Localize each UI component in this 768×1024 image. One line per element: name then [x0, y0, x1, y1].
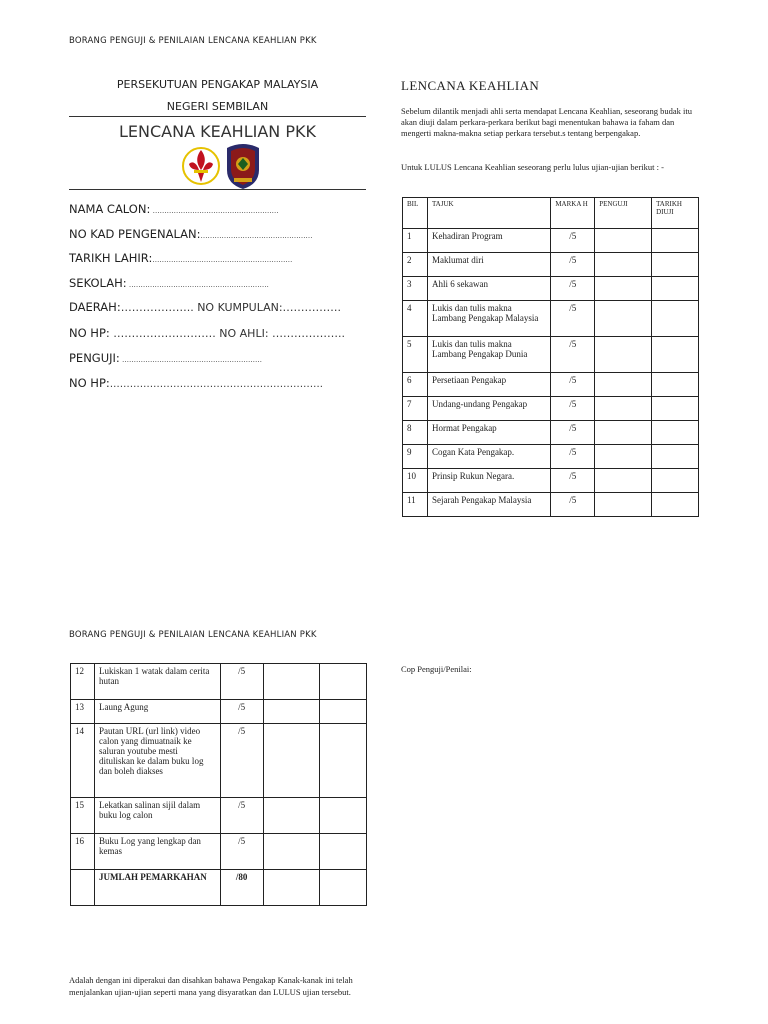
row-title: Persetiaan Pengakap — [427, 373, 550, 397]
tarikh-cell[interactable] — [652, 373, 699, 397]
table-row — [403, 397, 699, 421]
row-no: 10 — [403, 469, 428, 493]
penguji-cell[interactable] — [595, 301, 652, 337]
row-mark: /5 — [551, 277, 595, 301]
row-title: Lukiskan 1 watak dalam cerita hutan — [94, 664, 220, 700]
tarikh-cell[interactable] — [652, 421, 699, 445]
total-penguji-cell[interactable] — [263, 870, 320, 906]
penguji-cell[interactable] — [595, 373, 652, 397]
row-no: 8 — [403, 421, 428, 445]
field-label: SEKOLAH: — [69, 276, 127, 290]
row-title: Ahli 6 sekawan — [427, 277, 550, 301]
field-label: TARIKH LAHIR: — [69, 251, 153, 265]
tarikh-cell[interactable] — [320, 700, 367, 724]
row-no: 11 — [403, 493, 428, 517]
table-row — [403, 469, 699, 493]
row-mark: /5 — [220, 724, 263, 798]
penguji-cell[interactable] — [595, 445, 652, 469]
row-no: 5 — [403, 337, 428, 373]
field-dots: ………………………. NO AHLI: ……………….. — [109, 327, 346, 340]
tarikh-cell[interactable] — [652, 229, 699, 253]
tarikh-cell[interactable] — [652, 253, 699, 277]
row-no: 9 — [403, 445, 428, 469]
row-no: 1 — [403, 229, 428, 253]
row-no: 16 — [71, 834, 95, 870]
row-title: Lukis dan tulis makna Lambang Pengakap Dunia — [427, 337, 550, 373]
col-penguji: PENGUJI — [595, 198, 652, 229]
row-title: Hormat Pengakap — [427, 421, 550, 445]
row-no: 14 — [71, 724, 95, 798]
col-bil: BIL — [403, 198, 428, 229]
row-title: Sejarah Pengakap Malaysia — [427, 493, 550, 517]
pass-note: Untuk LULUS Lencana Keahlian seseorang perlu lulus ujian-ujian berikut : - — [401, 162, 664, 172]
row-no: 4 — [403, 301, 428, 337]
penguji-cell[interactable] — [595, 253, 652, 277]
total-label: JUMLAH PEMARKAHAN — [94, 870, 220, 906]
field-nama-calon[interactable] — [69, 202, 279, 216]
row-title: Pautan URL (url link) video calon yang dimuatnaik ke saluran youtube mesti dituliskan ke dalam buku log dan boleh diakses — [94, 724, 220, 798]
row-mark: /5 — [551, 421, 595, 445]
table-row — [71, 700, 367, 724]
total-tarikh-cell[interactable] — [320, 870, 367, 906]
penguji-cell[interactable] — [595, 277, 652, 301]
row-title: Lukis dan tulis makna Lambang Pengakap Malaysia — [427, 301, 550, 337]
page-header: BORANG PENGUJI & PENILAIAN LENCANA KEAHLIAN PKK — [69, 36, 317, 46]
field-label: DAERAH: — [69, 300, 121, 314]
tarikh-cell[interactable] — [652, 337, 699, 373]
row-mark: /5 — [551, 469, 595, 493]
tarikh-cell[interactable] — [652, 397, 699, 421]
row-no: 15 — [71, 798, 95, 834]
certification-statement: Adalah dengan ini diperakui dan disahkan bahawa Pengakap Kanak-kanak ini telah menjalankan ujian-ujian seperti mana yang disyaratkan dan LULUS ujian tersebut. — [69, 975, 353, 997]
field-sekolah[interactable] — [69, 276, 269, 290]
field-label: PENGUJI: — [69, 351, 120, 365]
field-dots: …………………………………………………… — [119, 356, 263, 364]
row-mark: /5 — [220, 798, 263, 834]
tarikh-cell[interactable] — [320, 798, 367, 834]
field-no-hp-no-ahli[interactable] — [69, 326, 345, 340]
row-mark: /5 — [220, 700, 263, 724]
penguji-cell[interactable] — [595, 397, 652, 421]
table-row — [403, 373, 699, 397]
row-no: 13 — [71, 700, 95, 724]
field-daerah-kumpulan[interactable] — [69, 300, 341, 314]
org-line-2: NEGERI SEMBILAN — [166, 100, 269, 113]
field-label: NAMA CALON: — [69, 202, 151, 216]
test-table-2 — [70, 663, 367, 906]
total-mark: /80 — [220, 870, 263, 906]
field-label: NO HP: — [69, 376, 110, 390]
row-mark: /5 — [220, 834, 263, 870]
col-tajuk: TAJUK — [427, 198, 550, 229]
field-penguji[interactable] — [69, 351, 262, 365]
penguji-cell[interactable] — [595, 493, 652, 517]
tarikh-cell[interactable] — [652, 445, 699, 469]
table-row — [403, 301, 699, 337]
row-mark: /5 — [551, 337, 595, 373]
row-mark: /5 — [551, 373, 595, 397]
table-row — [403, 253, 699, 277]
row-mark: /5 — [220, 664, 263, 700]
tarikh-cell[interactable] — [652, 493, 699, 517]
table-header-row — [403, 198, 699, 229]
row-no: 3 — [403, 277, 428, 301]
penguji-cell[interactable] — [263, 724, 320, 798]
field-no-kad-pengenalan[interactable] — [69, 227, 313, 241]
row-title: Cogan Kata Pengakap. — [427, 445, 550, 469]
row-no: 7 — [403, 397, 428, 421]
table-row — [71, 664, 367, 700]
row-mark: /5 — [551, 493, 595, 517]
field-no-hp-penguji[interactable] — [69, 376, 323, 390]
divider — [69, 189, 366, 190]
page-header-2: BORANG PENGUJI & PENILAIAN LENCANA KEAHLIAN PKK — [69, 630, 317, 640]
row-mark: /5 — [551, 445, 595, 469]
row-no: 6 — [403, 373, 428, 397]
table-row — [71, 798, 367, 834]
penguji-cell[interactable] — [263, 700, 320, 724]
badge-title: LENCANA KEAHLIAN PKK — [119, 122, 316, 141]
cop-penguji-label: Cop Penguji/Penilai: — [401, 664, 472, 674]
row-title: Laung Agung — [94, 700, 220, 724]
table-row — [71, 724, 367, 798]
tarikh-cell[interactable] — [652, 469, 699, 493]
row-mark: /5 — [551, 229, 595, 253]
table-row — [403, 229, 699, 253]
row-no: 12 — [71, 664, 95, 700]
state-crest-logo — [224, 142, 262, 195]
row-mark: /5 — [551, 253, 595, 277]
col-tarikh: TARIKH DIUJI — [652, 198, 699, 229]
divider — [69, 116, 366, 117]
scout-fleur-de-lis-logo — [181, 144, 221, 193]
section-title: LENCANA KEAHLIAN — [401, 78, 540, 93]
table-row — [403, 445, 699, 469]
field-dots: ……………………………………………… — [150, 207, 279, 215]
tarikh-cell[interactable] — [320, 664, 367, 700]
table-row — [403, 421, 699, 445]
row-title: Lekatkan salinan sijil dalam buku log calon — [94, 798, 220, 834]
row-title: Undang-undang Pengakap — [427, 397, 550, 421]
row-title: Kehadiran Program — [427, 229, 550, 253]
field-dots: …………………………………………………… — [152, 256, 293, 264]
row-title: Prinsip Rukun Negara. — [427, 469, 550, 493]
table-row — [71, 834, 367, 870]
table-row — [403, 493, 699, 517]
penguji-cell[interactable] — [263, 834, 320, 870]
penguji-cell[interactable] — [595, 337, 652, 373]
field-label: NO HP: — [69, 326, 110, 340]
total-no — [71, 870, 95, 906]
col-markah: MARKA H — [551, 198, 595, 229]
intro-paragraph: Sebelum dilantik menjadi ahli serta mendapat Lencana Keahlian, seseorang budak itu akan diuji dalam perkara-perkara berikut bagi menentukan bahawa ia faham dan mengerti makna-makna setiap perkara tersebut.s tentang berpengakap. — [401, 106, 693, 138]
field-dots: …………………………………………………… — [126, 281, 269, 289]
penguji-cell[interactable] — [263, 664, 320, 700]
tarikh-cell[interactable] — [320, 834, 367, 870]
penguji-cell[interactable] — [263, 798, 320, 834]
penguji-cell[interactable] — [595, 421, 652, 445]
field-dots: ………………………………………… — [200, 232, 313, 240]
tarikh-cell[interactable] — [652, 301, 699, 337]
org-line-1: PERSEKUTUAN PENGAKAP MALAYSIA — [116, 78, 319, 91]
total-row — [71, 870, 367, 906]
field-tarikh-lahir[interactable] — [69, 251, 292, 265]
penguji-cell[interactable] — [595, 469, 652, 493]
row-no: 2 — [403, 253, 428, 277]
field-dots: ……………….. NO KUMPULAN:……………. — [120, 301, 342, 314]
penguji-cell[interactable] — [595, 229, 652, 253]
tarikh-cell[interactable] — [320, 724, 367, 798]
row-title: Maklumat diri — [427, 253, 550, 277]
tarikh-cell[interactable] — [652, 277, 699, 301]
field-label: NO KAD PENGENALAN: — [69, 227, 201, 241]
row-mark: /5 — [551, 397, 595, 421]
test-table-1 — [402, 197, 699, 517]
row-mark: /5 — [551, 301, 595, 337]
field-dots: ………………………………………………………. — [109, 379, 323, 390]
row-title: Buku Log yang lengkap dan kemas — [94, 834, 220, 870]
table-row — [403, 277, 699, 301]
table-row — [403, 337, 699, 373]
